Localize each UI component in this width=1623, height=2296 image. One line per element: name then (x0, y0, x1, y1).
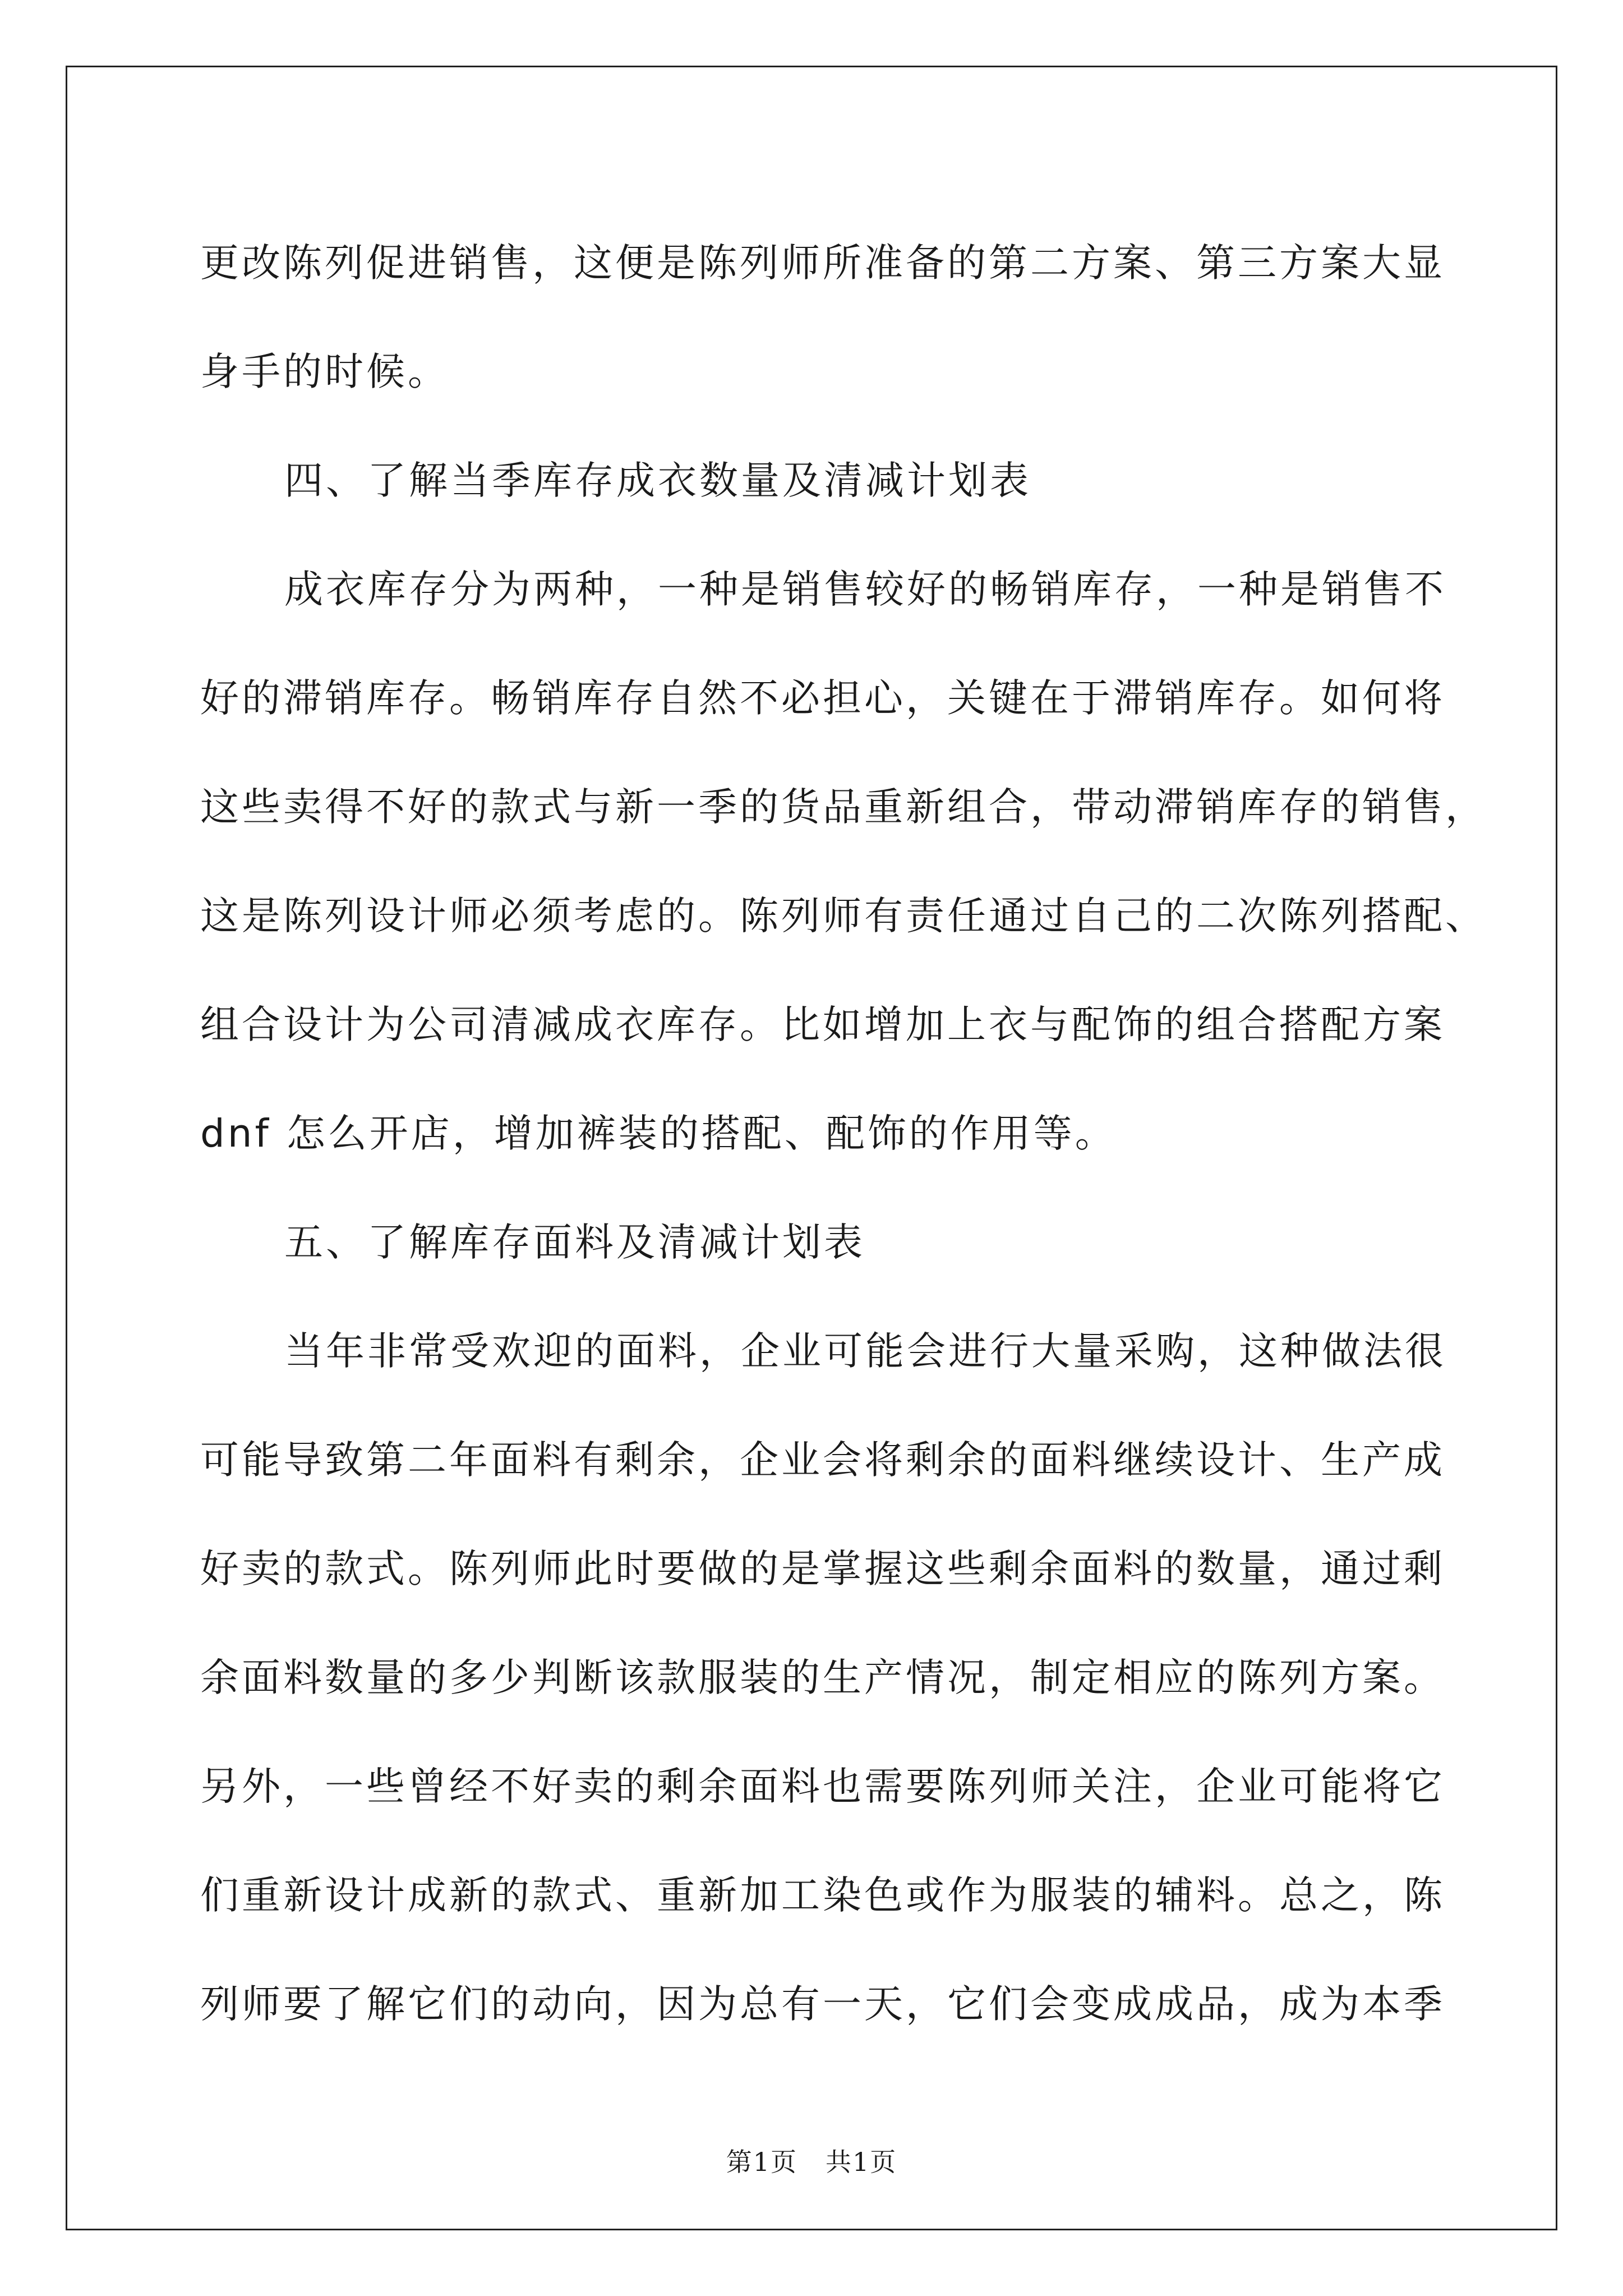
text-line: 们重新设计成新的款式、重新加工染色或作为服装的辅料。总之，陈 (200, 1873, 1445, 1918)
text-line: 组合设计为公司清减成衣库存。比如增加上衣与配饰的组合搭配方案 (200, 1002, 1445, 1047)
text-line: 另外，一些曾经不好卖的剩余面料也需要陈列师关注，企业可能将它 (200, 1764, 1445, 1809)
text-line: 成衣库存分为两种，一种是销售较好的畅销库存，一种是销售不 (284, 567, 1446, 612)
section-heading: 五、了解库存面料及清减计划表 (284, 1220, 865, 1265)
text-line: 更改陈列促进销售，这便是陈列师所准备的第二方案、第三方案大显 (200, 241, 1445, 286)
text-line: 余面料数量的多少判断该款服装的生产情况，制定相应的陈列方案。 (200, 1655, 1445, 1700)
section-heading: 四、了解当季库存成衣数量及清减计划表 (284, 458, 1031, 503)
text-line: 这些卖得不好的款式与新一季的货品重新组合，带动滞销库存的销售， (200, 785, 1487, 830)
text-line: 列师要了解它们的动向，因为总有一天，它们会变成成品，成为本季 (200, 1982, 1445, 2027)
text-line: 好的滞销库存。畅销库存自然不必担心，关键在于滞销库存。如何将 (200, 676, 1445, 721)
text-line: 身手的时候。 (200, 349, 449, 394)
page-total: 共1页 (826, 2147, 897, 2177)
text-line: 好卖的款式。陈列师此时要做的是掌握这些剩余面料的数量，通过剩 (200, 1547, 1445, 1591)
text-line: dnf 怎么开店，增加裤装的搭配、配饰的作用等。 (200, 1111, 1117, 1156)
text-line: 这是陈列设计师必须考虑的。陈列师有责任通过自己的二次陈列搭配、 (200, 894, 1487, 938)
text-line: 当年非常受欢迎的面料，企业可能会进行大量采购，这种做法很 (284, 1329, 1446, 1374)
text-line: 可能导致第二年面料有剩余，企业会将剩余的面料继续设计、生产成 (200, 1438, 1445, 1483)
page-number: 第1页 (726, 2147, 797, 2177)
page-footer (0, 2142, 1623, 2179)
document-body (200, 209, 1487, 2059)
